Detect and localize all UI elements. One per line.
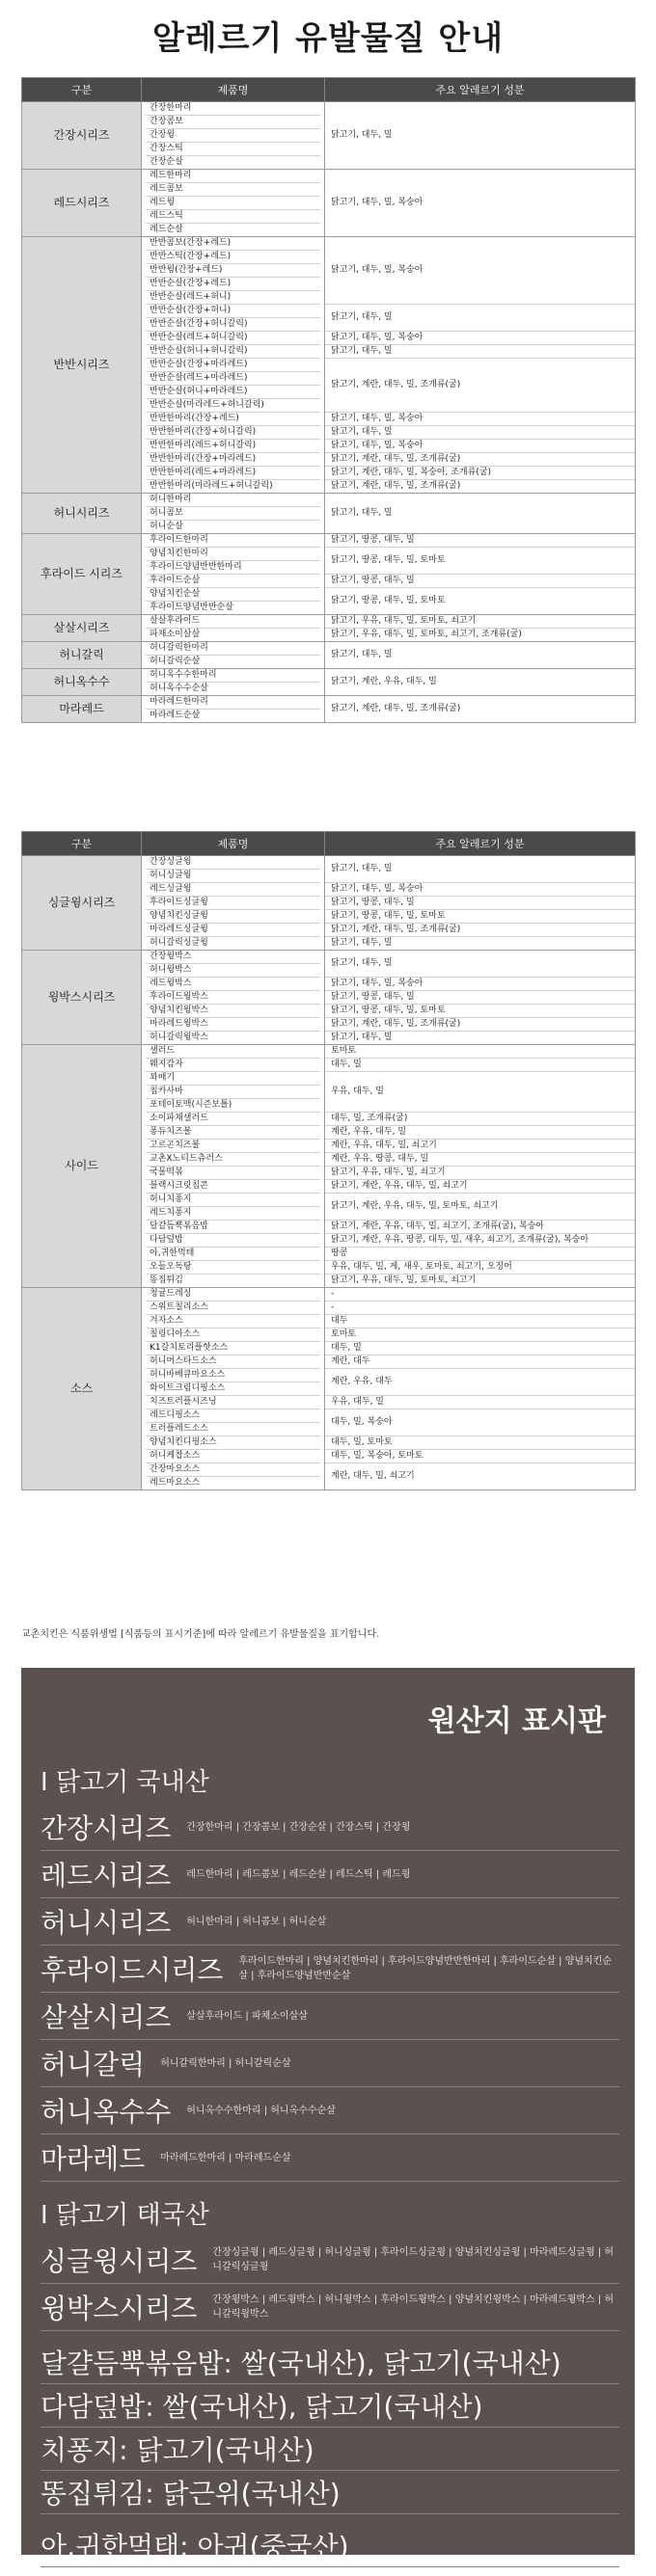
product-name: K1갈치토리플핫소스 <box>146 1342 320 1355</box>
allergen-cell <box>325 951 636 1045</box>
allergen-text: 닭고기, 대두, 밀 <box>325 951 635 978</box>
product-name: 레드스틱 <box>146 210 320 224</box>
category-cell: 살살시리즈 <box>22 615 142 642</box>
product-name: 오들오독탕 <box>146 1261 320 1275</box>
thai-heading: I 닭고기 태국산 <box>41 2201 209 2230</box>
allergen-text: 닭고기, 대두, 밀 <box>331 129 393 140</box>
product-name: 반반순살(마라레드+허니갈릭) <box>146 399 320 413</box>
product-name: 레드윙박스 <box>146 978 320 991</box>
origin-series-name: 후라이드시리즈 <box>41 1954 224 1986</box>
product-cell <box>142 102 325 170</box>
allergen-text: 대두, 밀, 조개류(굴) <box>325 1113 635 1126</box>
allergen-text: 닭고기, 대두, 밀 <box>331 507 393 518</box>
product-name: 간장싱글윙 <box>146 856 320 870</box>
category-cell: 마라레드 <box>22 696 142 723</box>
product-name: 똥집튀김 <box>150 1275 183 1285</box>
header-product: 제품명 <box>142 78 325 102</box>
origin-series-name: 마라레드 <box>41 2143 146 2175</box>
allergen-text: 닭고기, 계란, 우유, 대두, 밀, 토마토, 쇠고기 <box>325 1194 635 1221</box>
origin-series-items: 후라이드한마리 | 양념치킨한마리 | 후라이드양념반반한마리 | 후라이드순살 | 양념치킨순살 | 후라이드양념반반순살 <box>238 1956 613 1981</box>
allergen-cell <box>325 696 636 723</box>
table-row <box>22 951 636 1045</box>
table-row <box>22 615 636 642</box>
product-name: 반반한마리(간장+마라레드) <box>146 453 320 467</box>
allergen-text: 닭고기, 우유, 대두, 밀, 토마토, 쇠고기 <box>331 1275 477 1285</box>
product-name: 마라레드싱글윙 <box>146 924 320 937</box>
product-name: 파채소이살살 <box>150 630 201 639</box>
product-name: 화이트크림디핑소스 <box>146 1382 320 1396</box>
product-name: 허니옥수수순살 <box>150 684 208 693</box>
product-cell <box>142 696 325 723</box>
origin-board <box>21 1668 635 2563</box>
header-allergen: 주요 알레르기 성분 <box>325 832 636 856</box>
product-name: 레드순살 <box>150 225 183 234</box>
allergen-text: 닭고기, 대두, 밀, 복숭아 <box>325 883 635 897</box>
allergen-text: 닭고기, 대두, 밀, 복숭아 <box>325 237 635 305</box>
thai-list <box>41 2237 619 2331</box>
category-cell: 윙박스시리즈 <box>22 951 142 1045</box>
footnote: 교촌치킨은 식품위생법 [식품등의 표시기준]에 따라 알레르기 유발물질을 표기합니다. <box>21 1629 380 1640</box>
allergen-text: 닭고기, 대두, 밀 <box>325 426 635 440</box>
allergen-text: 닭고기, 계란, 대두, 밀, 조개류(굴) <box>325 924 635 937</box>
table-row <box>22 642 636 669</box>
table-row <box>22 534 636 615</box>
origin-series-items: 허니한마리 | 허니콤보 | 허니순살 <box>186 1916 327 1927</box>
product-name: 살살후라이드 <box>146 615 320 629</box>
product-name: 반반순살(허니+마라레드) <box>146 386 320 399</box>
origin-series-name: 허니갈릭 <box>41 2049 146 2080</box>
product-name: 치즈트러플시즈닝 <box>146 1396 320 1409</box>
product-name: 교촌X노티드츄러스 <box>146 1153 320 1167</box>
allergen-text: 닭고기, 대두, 밀 <box>331 1032 393 1042</box>
page-title: 알레르기 유발물질 안내 <box>151 19 505 58</box>
origin-series-items: 마라레드한마리 | 마라레드순살 <box>160 2152 291 2163</box>
category-cell: 후라이드 시리즈 <box>22 534 142 615</box>
origin-row <box>41 2134 619 2182</box>
allergen-cell <box>325 170 636 237</box>
origin-series-items: 간장윙박스 | 레드윙박스 | 허니윙박스 | 후라이드윙박스 | 양념치킨윙박스 | 마라레드윙박스 | 허니갈릭윙박스 <box>212 2294 615 2320</box>
product-name: 간장순살 <box>150 157 183 167</box>
product-name: 양념치킨윙박스 <box>146 1005 320 1018</box>
table-row <box>22 494 636 534</box>
allergen-text: 닭고기, 대두, 밀 <box>325 305 635 332</box>
product-cell <box>142 170 325 237</box>
product-name: 달걀듬뿍볶음밥 <box>146 1221 320 1234</box>
product-name: 겨자소스 <box>146 1315 320 1328</box>
allergen-text: 닭고기, 대두, 밀 <box>325 856 635 883</box>
allergen-text: 닭고기, 계란, 대두, 밀, 조개류(굴) <box>325 453 635 467</box>
product-name: 양념치킨한마리 <box>146 548 320 561</box>
product-name: 허니싱글윙 <box>146 870 320 883</box>
allergen-table-2 <box>21 831 636 1490</box>
product-name: 퐁듀치즈볼 <box>146 1126 320 1140</box>
allergen-text: 닭고기, 땅콩, 대두, 밀, 토마토 <box>325 548 635 575</box>
allergen-text: 대두, 밀 <box>325 1059 635 1072</box>
category-cell: 간장시리즈 <box>22 102 142 170</box>
allergen-text: 닭고기, 대두, 밀, 복숭아 <box>331 197 424 207</box>
product-name: 허니머스타드소스 <box>146 1355 320 1369</box>
allergen-text: 닭고기, 계란, 우유, 대두, 밀, 쇠고기 <box>325 1180 635 1194</box>
origin-line: 달걀듬뿍볶음밥: 쌀(국내산), 닭고기(국내산) <box>41 2341 619 2384</box>
allergen-cell <box>325 1288 636 1490</box>
origin-line: 똥집튀김: 닭근위(국내산) <box>41 2471 619 2514</box>
product-name: 허니갈릭싱글윙 <box>150 938 208 948</box>
allergen-text: 닭고기, 대두, 밀, 복숭아 <box>325 978 635 991</box>
origin-series-items: 허니갈릭한마리 | 허니갈릭순살 <box>160 2057 291 2069</box>
product-name: 마라레드순살 <box>150 711 201 720</box>
header-category: 구분 <box>22 832 142 856</box>
product-name: 청귤드레싱 <box>146 1288 320 1301</box>
product-name: 허니바베큐마요소스 <box>146 1369 320 1382</box>
product-name: 레드한마리 <box>146 170 320 183</box>
allergen-cell <box>325 615 636 642</box>
product-name: 반반순살(간장+허니) <box>146 305 320 318</box>
origin-row <box>41 2284 619 2331</box>
product-cell <box>142 534 325 615</box>
allergen-text: 닭고기, 땅콩, 대두, 밀 <box>325 991 635 1005</box>
product-cell <box>142 951 325 1045</box>
product-name: 후라이드양념반반한마리 <box>146 561 320 575</box>
category-cell: 반반시리즈 <box>22 237 142 494</box>
origin-line: 다담덮밥: 쌀(국내산), 닭고기(국내산) <box>41 2384 619 2428</box>
product-name: 반반순살(간장+허니갈릭) <box>146 318 320 332</box>
header-category: 구분 <box>22 78 142 102</box>
product-name: 웨지감자 <box>146 1059 320 1072</box>
table-row <box>22 170 636 237</box>
allergen-text: 대두, 밀, 복숭아, 토마토 <box>325 1450 635 1463</box>
product-name: 허니옥수수한마리 <box>146 669 320 683</box>
product-name: 스위트칠리소스 <box>146 1301 320 1315</box>
product-name: 간장윙박스 <box>146 951 320 964</box>
allergen-cell <box>325 534 636 615</box>
product-name: 반반한마리(레드+마라레드) <box>146 467 320 480</box>
allergen-text: 닭고기, 땅콩, 대두, 밀 <box>325 897 635 910</box>
allergen-text: 계란, 우유, 대두, 밀 <box>325 1126 635 1140</box>
category-cell: 허니갈릭 <box>22 642 142 669</box>
allergen-text: 닭고기, 대두, 밀, 복숭아 <box>325 332 635 345</box>
product-name: 레드디핑소스 <box>146 1409 320 1423</box>
allergen-text: 계란, 우유, 땅콩, 대두, 밀 <box>325 1153 635 1167</box>
allergen-text: 땅콩 <box>325 1248 635 1261</box>
product-name: 허니갈릭순살 <box>150 657 201 666</box>
allergen-text: 닭고기, 우유, 대두, 밀, 토마토, 쇠고기, 조개류(굴) <box>331 629 522 639</box>
allergen-text: 토마토 <box>325 1045 635 1059</box>
allergen-text: 닭고기, 대두, 밀 <box>325 345 635 359</box>
product-name: 포테이토맥(시즌보틀) <box>146 1099 320 1113</box>
product-name: 간장한마리 <box>146 102 320 116</box>
category-cell: 허니옥수수 <box>22 669 142 696</box>
product-name: 반반한마리(간장+허니갈릭) <box>146 426 320 440</box>
origin-series-items: 간장싱글윙 | 레드싱글윙 | 허니싱글윙 | 후라이드싱글윙 | 양념치킨싱글윙 | 마라레드싱글윙 | 허니갈릭싱글윙 <box>212 2247 615 2272</box>
product-name: 간장윙 <box>146 129 320 143</box>
allergen-text: 대두, 밀, 토마토 <box>325 1436 635 1450</box>
product-name: 반반콤보(간장+레드) <box>146 237 320 251</box>
product-name: 고르곤치즈볼 <box>146 1140 320 1153</box>
origin-series-items: 간장한마리 | 간장콤보 | 간장순살 | 간장스틱 | 간장윙 <box>186 1821 411 1833</box>
origin-row <box>41 2087 619 2134</box>
product-name: 후라이드싱글윙 <box>146 897 320 910</box>
table-row <box>22 237 636 494</box>
product-name: 칠링디아소스 <box>146 1328 320 1342</box>
origin-series-name: 윙박스시리즈 <box>41 2293 198 2324</box>
origin-series-name: 허니옥수수 <box>41 2096 172 2128</box>
product-name: 허니케찹소스 <box>146 1450 320 1463</box>
origin-row <box>41 1851 619 1898</box>
product-cell <box>142 237 325 494</box>
allergen-text: 우유, 대두, 밀 <box>325 1072 635 1113</box>
product-name: 양념치킨싱글윙 <box>146 910 320 924</box>
allergen-text: 닭고기, 계란, 대두, 밀, 조개류(굴) <box>325 359 635 413</box>
product-name: 후라이드양념반반순살 <box>150 603 233 612</box>
product-name: 허니콤보 <box>146 507 320 521</box>
product-name: 레드윙 <box>146 197 320 210</box>
product-name: 간장스틱 <box>146 143 320 156</box>
category-cell: 레드시리즈 <box>22 170 142 237</box>
product-name: 반반순살(레드+허니) <box>146 291 320 305</box>
product-name: 꽈배기 <box>146 1072 320 1086</box>
product-name: 반반한마리(레드+허니갈릭) <box>146 440 320 453</box>
allergen-text: 계란, 우유, 대두, 밀, 쇠고기 <box>325 1140 635 1153</box>
table-row <box>22 669 636 696</box>
product-name: 마라레드윙박스 <box>146 1018 320 1032</box>
product-name: 양념치킨순살 <box>146 588 320 602</box>
product-name: 간장콤보 <box>146 116 320 129</box>
product-name: 간장마요소스 <box>146 1463 320 1477</box>
origin-row <box>41 2040 619 2087</box>
allergen-cell <box>325 856 636 951</box>
header-allergen: 주요 알레르기 성분 <box>325 78 636 102</box>
domestic-list <box>41 1804 619 2182</box>
product-name: 반반순살(레드+허니갈릭) <box>146 332 320 345</box>
product-name: 반반스틱(간장+레드) <box>146 251 320 264</box>
product-name: 허니한마리 <box>146 494 320 507</box>
allergen-text: 닭고기, 계란, 대두, 밀, 조개류(굴) <box>325 1018 635 1032</box>
allergen-cell <box>325 494 636 534</box>
category-cell: 싱글윙시리즈 <box>22 856 142 951</box>
allergen-text: 닭고기, 땅콩, 대두, 밀, 토마토 <box>325 1005 635 1018</box>
product-name: 후라이드한마리 <box>146 534 320 548</box>
product-name: 반반한마리(마라레드+허니갈릭) <box>150 481 273 491</box>
product-name: 블랙시크릿칩콘 <box>146 1180 320 1194</box>
allergen-text: 닭고기, 계란, 우유, 대두, 밀, 쇠고기, 조개류(굴), 복숭아 <box>325 1221 635 1234</box>
origin-series-name: 레드시리즈 <box>41 1860 172 1892</box>
allergen-text: 닭고기, 대두, 밀, 복숭아 <box>325 413 635 426</box>
allergen-text: 닭고기, 계란, 대두, 밀, 복숭아, 조개류(굴) <box>325 467 635 480</box>
origin-series-name: 살살시리즈 <box>41 2001 172 2033</box>
allergen-text: - <box>325 1288 635 1301</box>
allergen-cell <box>325 237 636 494</box>
origin-row <box>41 1993 619 2040</box>
origin-lines <box>41 2341 619 2514</box>
allergen-text: 계란, 대두 <box>325 1355 635 1369</box>
product-name: 후라이드윙박스 <box>146 991 320 1005</box>
allergen-text: 닭고기, 우유, 대두, 밀, 토마토, 쇠고기 <box>325 615 635 629</box>
allergen-text: 닭고기, 계란, 대두, 밀, 조개류(굴) <box>331 703 461 713</box>
product-name: 허니치퐁지 <box>146 1194 320 1207</box>
origin-series-name: 간장시리즈 <box>41 1812 172 1844</box>
product-name: 양념치킨디핑소스 <box>146 1436 320 1450</box>
allergen-text: - <box>325 1301 635 1315</box>
allergen-text: 대두, 밀, 복숭아 <box>325 1409 635 1436</box>
product-cell <box>142 615 325 642</box>
origin-series-items: 살살후라이드 | 파채소이살살 <box>186 2010 308 2022</box>
allergen-text: 닭고기, 땅콩, 대두, 밀 <box>325 575 635 588</box>
origin-last-line: 아,귀한먹태: 아귀(중국산) <box>41 2524 619 2567</box>
allergen-cell <box>325 1045 636 1288</box>
table-row <box>22 696 636 723</box>
allergen-text: 대두 <box>325 1315 635 1328</box>
product-name: 칩카사바 <box>146 1086 320 1099</box>
allergen-text: 닭고기, 땅콩, 대두, 밀, 토마토 <box>325 910 635 924</box>
product-name: 허니갈릭한마리 <box>146 642 320 656</box>
origin-row <box>41 1898 619 1945</box>
allergen-text: 닭고기, 우유, 대두, 밀, 쇠고기 <box>325 1167 635 1180</box>
product-name: 반반순살(간장+마라레드) <box>146 359 320 372</box>
table-row <box>22 856 636 951</box>
product-name: 레드치퐁지 <box>146 1207 320 1221</box>
allergen-cell <box>325 102 636 170</box>
product-name: 허니순살 <box>150 522 183 531</box>
allergen-text: 닭고기, 땅콩, 대두, 밀 <box>325 534 635 548</box>
allergen-text: 닭고기, 계란, 우유, 대두, 밀 <box>331 676 437 686</box>
allergen-text: 계란, 우유, 대두 <box>325 1369 635 1396</box>
product-name: 허니갈릭윙박스 <box>150 1033 208 1042</box>
product-cell <box>142 1045 325 1288</box>
product-name: 다담덮밥 <box>146 1234 320 1248</box>
allergen-text: 계란, 대두, 밀, 쇠고기 <box>331 1470 415 1481</box>
origin-row <box>41 1945 619 1993</box>
origin-series-items: 허니옥수수한마리 | 허니옥수수순살 <box>186 2105 336 2116</box>
product-cell <box>142 1288 325 1490</box>
product-name: 국물떡볶 <box>146 1167 320 1180</box>
origin-series-name: 허니시리즈 <box>41 1907 172 1939</box>
allergen-text: 닭고기, 대두, 밀 <box>331 937 393 948</box>
domestic-heading: I 닭고기 국내산 <box>41 1768 209 1797</box>
allergen-text: 대두, 밀 <box>325 1342 635 1355</box>
allergen-cell <box>325 642 636 669</box>
product-name: 허니윙박스 <box>146 964 320 978</box>
category-cell: 사이드 <box>22 1045 142 1288</box>
product-name: 샐러드 <box>146 1045 320 1059</box>
product-name: 마라레드한마리 <box>146 696 320 710</box>
product-cell <box>142 642 325 669</box>
allergen-text: 닭고기, 계란, 대두, 밀, 조개류(굴) <box>331 480 461 491</box>
origin-row <box>41 2237 619 2284</box>
product-name: 레드마요소스 <box>150 1478 201 1488</box>
allergen-text: 우유, 대두, 밀, 게, 새우, 토마토, 쇠고기, 오징어 <box>325 1261 635 1275</box>
product-name: 반반순살(간장+레드) <box>146 278 320 291</box>
category-cell: 소스 <box>22 1288 142 1490</box>
origin-series-items: 레드한마리 | 레드콤보 | 레드순살 | 레드스틱 | 레드윙 <box>186 1868 411 1880</box>
origin-row <box>41 1804 619 1851</box>
product-name: 반반순살(허니+허니갈릭) <box>146 345 320 359</box>
allergen-text: 닭고기, 계란, 우유, 땅콩, 대두, 밀, 새우, 쇠고기, 조개류(굴), 복숭아 <box>325 1234 635 1248</box>
allergen-table-1 <box>21 77 636 723</box>
allergen-text: 닭고기, 대두, 밀, 복숭아 <box>325 440 635 453</box>
allergen-text: 우유, 대두, 밀 <box>325 1396 635 1409</box>
product-name: 반반순살(레드+마라레드) <box>146 372 320 386</box>
origin-line: 치퐁지: 닭고기(국내산) <box>41 2428 619 2471</box>
table-row <box>22 1288 636 1490</box>
product-name: 후라이드순살 <box>146 575 320 588</box>
product-name: 소이파채샐러드 <box>146 1113 320 1126</box>
origin-body <box>41 1755 619 2567</box>
allergen-text: 닭고기, 땅콩, 대두, 밀, 토마토 <box>331 595 446 605</box>
product-name: 반반한마리(간장+레드) <box>146 413 320 426</box>
product-cell <box>142 856 325 951</box>
allergen-cell <box>325 669 636 696</box>
product-name: 아,귀한먹태 <box>146 1248 320 1261</box>
product-name: 반반윙(간장+레드) <box>146 264 320 278</box>
allergen-text: 닭고기, 대두, 밀 <box>331 649 393 659</box>
product-name: 트러플레드소스 <box>146 1423 320 1436</box>
category-cell: 허니시리즈 <box>22 494 142 534</box>
header-product: 제품명 <box>142 832 325 856</box>
product-cell <box>142 494 325 534</box>
product-cell <box>142 669 325 696</box>
table-row <box>22 102 636 170</box>
product-name: 레드콤보 <box>146 183 320 197</box>
product-name: 레드싱글윙 <box>146 883 320 897</box>
allergen-text: 토마토 <box>325 1328 635 1342</box>
table-row <box>22 1045 636 1288</box>
origin-title: 원산지 표시판 <box>427 1704 606 1738</box>
origin-series-name: 싱글윙시리즈 <box>41 2245 198 2277</box>
